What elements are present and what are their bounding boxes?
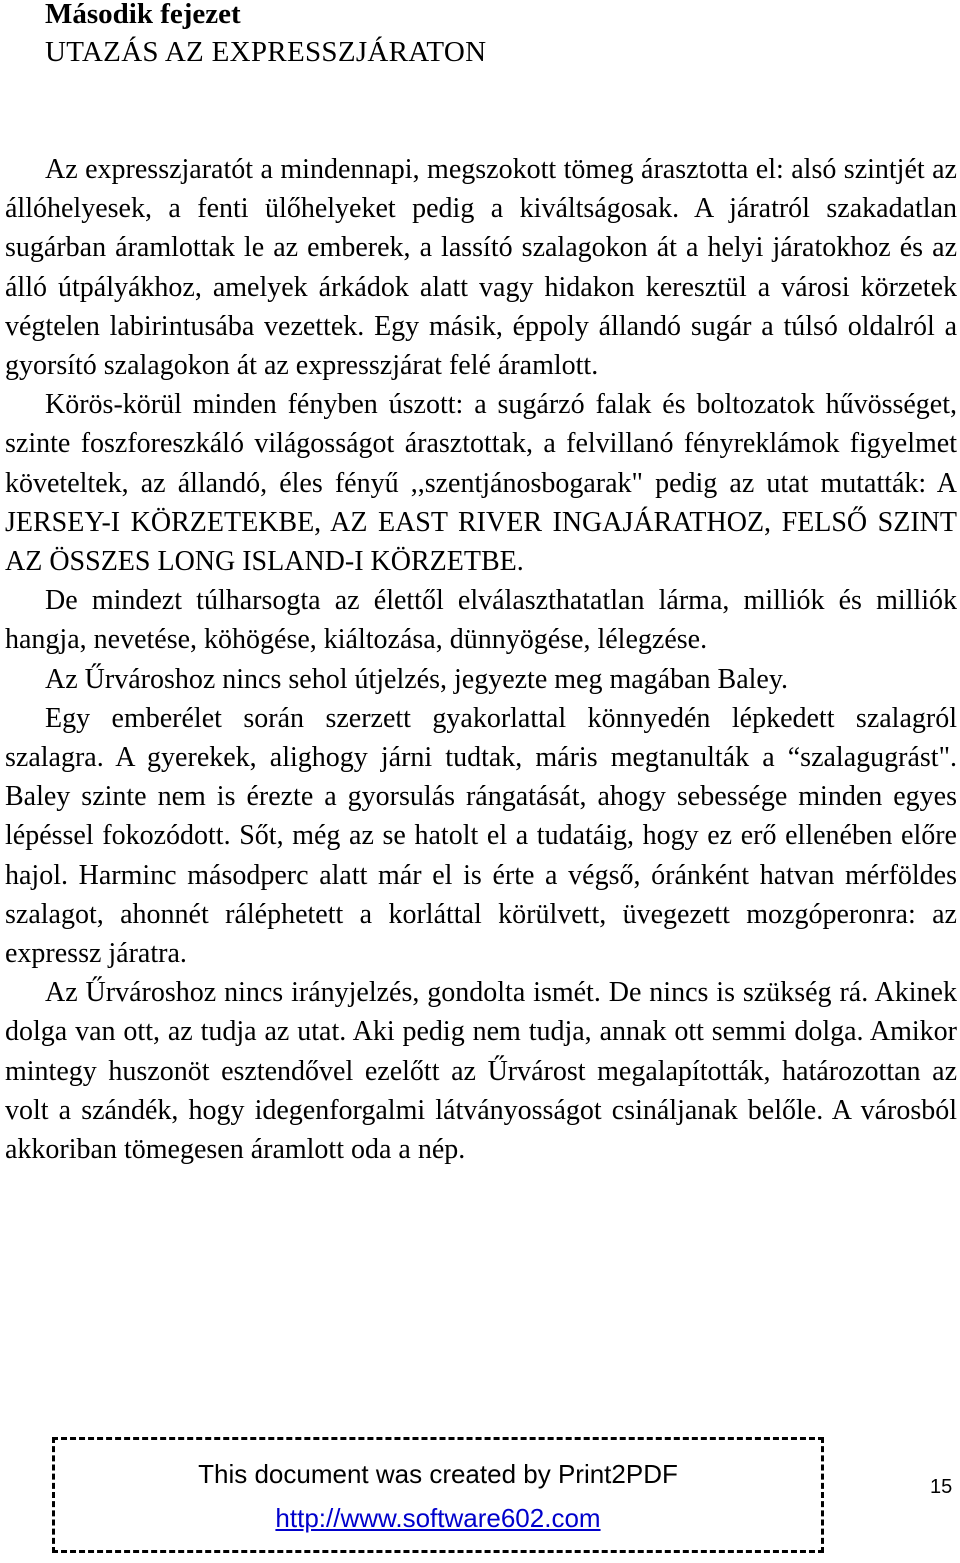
footer-credit-text: This document was created by Print2PDF — [198, 1459, 678, 1489]
paragraph: De mindezt túlharsogta az élettől elválaszthatatlan lárma, milliók és milliók hangja, nevetése, köhögése, kiáltozása, dünnyögése, lélegzése. — [5, 585, 957, 656]
chapter-label: Második fejezet — [45, 0, 241, 30]
footer-link[interactable]: http://www.software602.com — [275, 1503, 601, 1533]
paragraph: Az expresszjaratót a mindennapi, megszokott tömeg árasztotta el: alsó szintjét az állóhelyesek, a fenti ülőhelyeket pedig a kiváltságosak. A járatról szakadatlan sugárban áramlottak le az emberek, a lassító szalagokon át a helyi járatokhoz és az álló útpályákhoz, amelyek árkádok alatt vagy hidakon keresztül a városi körzetek végtelen labirintusába vezettek. Egy másik, éppoly állandó sugár a túlsó oldalról a gyorsító szalagokon át az expresszjárat felé áramlott. — [5, 154, 957, 382]
paragraph: Az Űrvároshoz nincs sehol útjelzés, jegyezte meg magában Baley. — [45, 663, 789, 695]
page-number: 15 — [930, 1476, 953, 1498]
paragraph: Az Űrvároshoz nincs irányjelzés, gondolta ismét. De nincs is szükség rá. Akinek dolga van ott, az tudja az utat. Aki pedig nem tudja, annak ott semmi dolga. Amikor mintegy huszonöt esztendővel ezelőtt az Űrvárost megalapították, határozottan az volt a szándék, hogy idegenforgalmi látványosságot csináljanak belőle. A városból akkoriban tömegesen áramlott oda a nép. — [5, 977, 957, 1166]
paragraph: Egy emberélet során szerzett gyakorlattal könnyedén lépkedett szalagról szalagra. A gyerekek, alighogy járni tudtak, máris megtanulták a “szalagugrást". Baley szinte nem is érezte a gyorsulás rángatását, ahogy sebessége minden egyes lépéssel fokozódott. Sőt, még az se hatolt el a tudatáig, hogy ez erő ellenében előre hajol. Harminc másodperc alatt már el is érte a végső, óránként hatvan mérföldes szalagot, ahonnét ráléphetett a korláttal körülvett, üvegezett mozgóperonra: az expressz járatra. — [5, 702, 957, 970]
body-text — [5, 150, 957, 1169]
paragraph: Körös-körül minden fényben úszott: a sugárzó falak és boltozatok hűvösséget, szinte foszforeszkáló világosságot árasztottak, a felvillanó fényreklámok figyelmet követeltek, az állandó, éles fényű ,,szentjánosbogarak" pedig az utat mutatták: A JERSEY-I KÖRZETEKBE, AZ EAST RIVER INGAJÁRATHOZ, FELSŐ SZINT AZ ÖSSZES LONG ISLAND-I KÖRZETBE. — [5, 389, 957, 578]
chapter-title: UTAZÁS AZ EXPRESSZJÁRATON — [45, 36, 487, 68]
print2pdf-footer-box — [52, 1437, 824, 1553]
